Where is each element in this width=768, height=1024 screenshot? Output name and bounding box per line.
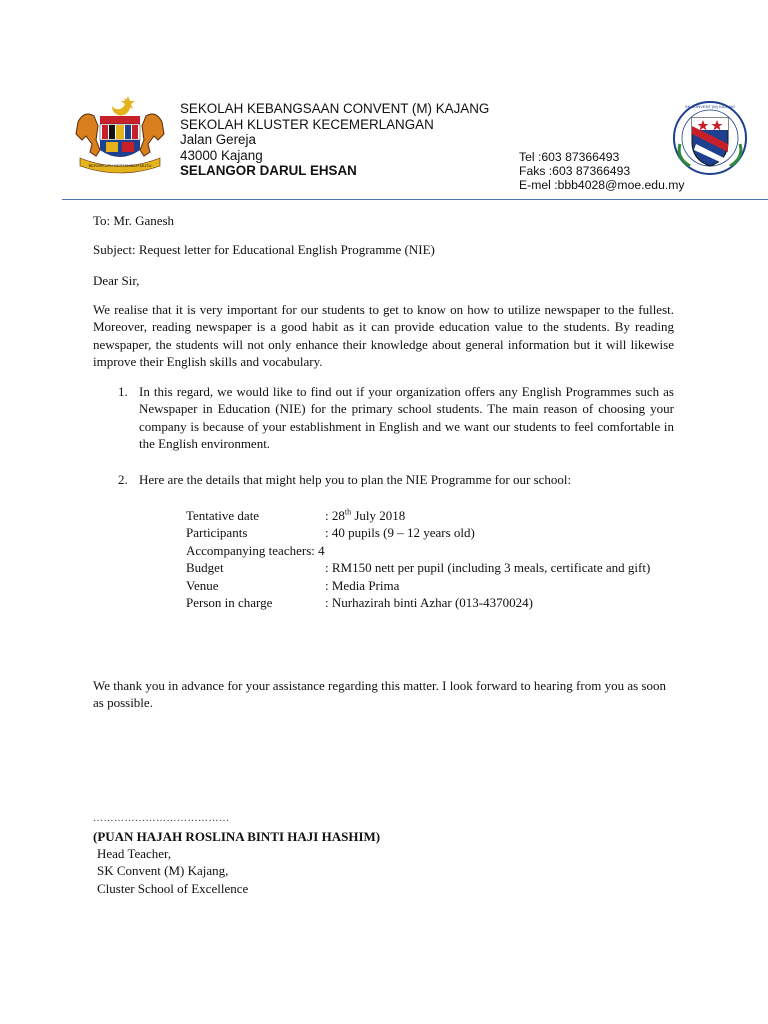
list-item-number: 2. <box>118 472 128 487</box>
signatory-org: SK Convent (M) Kajang, <box>97 863 229 879</box>
detail-value: : 40 pupils (9 – 12 years old) <box>325 525 475 541</box>
detail-value: : 4 <box>311 542 325 558</box>
coat-of-arms-logo <box>72 92 168 176</box>
contact-block <box>519 150 684 192</box>
detail-label: Accompanying teachers <box>186 542 312 558</box>
detail-label: Budget <box>186 560 224 576</box>
detail-label: Person in charge <box>186 595 273 611</box>
postcode-city: 43000 Kajang <box>180 147 263 163</box>
svg-text:BERSEKUTU BERTAMBAH MUTU: BERSEKUTU BERTAMBAH MUTU <box>88 163 152 168</box>
detail-value: : Media Prima <box>325 577 400 593</box>
detail-value: : 28th July 2018 <box>325 507 406 523</box>
intro-paragraph: We realise that it is very important for our students to get to know on how to utilize newspaper to the fullest. Moreover, reading newspaper is a good habit as it can provide education value to the students. By reading newspaper, the students will not only enhance their knowledge about general information but it will likewise improve their English skills and vocabulary. <box>93 302 674 370</box>
detail-row-participants <box>186 524 674 541</box>
detail-label: Participants <box>186 525 248 541</box>
cluster-name: SEKOLAH KLUSTER KECEMERLANGAN <box>180 116 434 132</box>
detail-label: Venue <box>186 577 219 593</box>
list-item-text: In this regard, we would like to find out if your organization offers any English Programmes such as Newspaper in Education (NIE) for the primary school students. The main reason of choosing your company is because of your establishment in English and we want our students to feel comfortable in the English environment. <box>139 384 674 452</box>
detail-row-person <box>186 594 674 611</box>
svg-text:SK CONVENT (M) KAJANG: SK CONVENT (M) KAJANG <box>684 104 736 109</box>
school-badge-logo <box>670 94 750 184</box>
signatory-title: Head Teacher, <box>97 846 172 861</box>
state: SELANGOR DARUL EHSAN <box>180 163 357 179</box>
school-name: SEKOLAH KEBANGSAAN CONVENT (M) KAJANG <box>180 101 490 116</box>
detail-row-date <box>186 507 674 524</box>
fax: Faks :603 87366493 <box>519 164 631 178</box>
salutation: Dear Sir, <box>93 273 140 288</box>
signatory-org-2: Cluster School of Excellence <box>97 880 249 896</box>
list-item-text: Here are the details that might help you to plan the NIE Programme for our school: <box>139 472 572 487</box>
signature-line: ………………………………… <box>93 813 230 824</box>
subject-line: Subject: Request letter for Educational English Programme (NIE) <box>93 242 435 257</box>
signatory-details <box>97 845 248 897</box>
detail-row-teachers <box>186 542 674 559</box>
signatory-name: (PUAN HAJAH ROSLINA BINTI HAJI HASHIM) <box>93 829 381 844</box>
detail-value: : Nurhazirah binti Azhar (013-4370024) <box>325 595 533 611</box>
email: E-mel :bbb4028@moe.edu.my <box>519 178 685 192</box>
recipient-line: To: Mr. Ganesh <box>93 213 175 228</box>
street: Jalan Gereja <box>180 132 256 148</box>
list-item-number: 1. <box>118 384 128 399</box>
header-divider <box>62 199 768 200</box>
closing-paragraph: We thank you in advance for your assistance regarding this matter. I look forward to hearing from you as soon as possible. <box>93 678 666 711</box>
telephone: Tel :603 87366493 <box>519 150 620 164</box>
school-address-block <box>180 101 489 179</box>
detail-row-venue <box>186 577 674 594</box>
detail-row-budget <box>186 559 674 576</box>
programme-details <box>186 507 674 611</box>
detail-value: : RM150 nett per pupil (including 3 meals, certificate and gift) <box>325 560 651 576</box>
detail-label: Tentative date <box>186 508 260 523</box>
